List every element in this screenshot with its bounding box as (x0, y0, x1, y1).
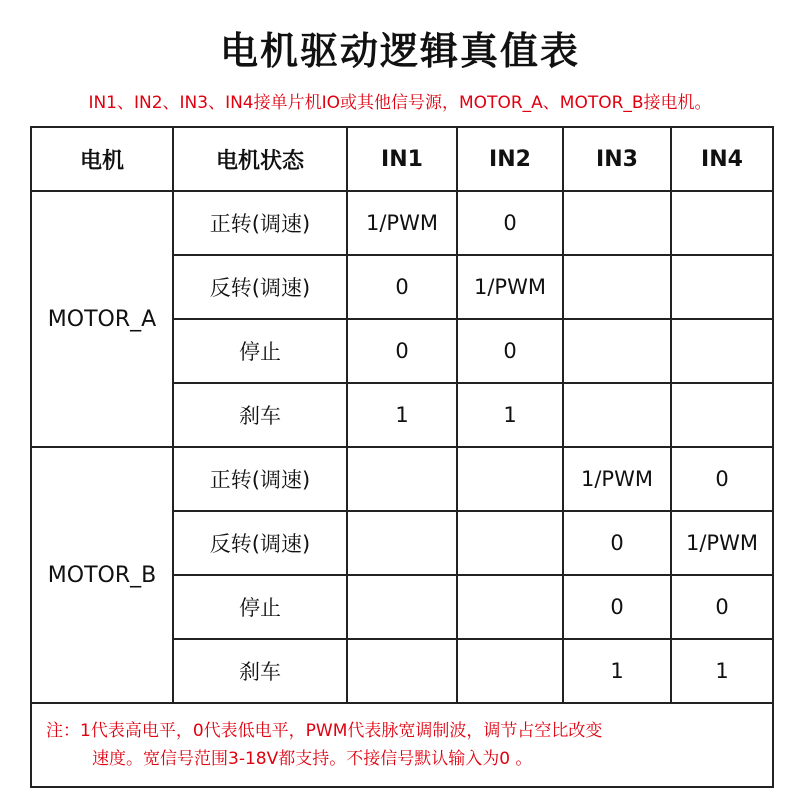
state-cell: 刹车 (173, 639, 347, 703)
header-motor: 电机 (31, 127, 173, 191)
in3-cell (563, 319, 671, 383)
in4-cell: 1 (671, 639, 773, 703)
in3-cell (563, 383, 671, 447)
in2-cell (457, 575, 563, 639)
header-state: 电机状态 (173, 127, 347, 191)
in1-cell: 1 (347, 383, 457, 447)
note-cell (31, 703, 773, 787)
in4-cell: 0 (671, 447, 773, 511)
in2-cell: 1 (457, 383, 563, 447)
in1-cell (347, 511, 457, 575)
in1-cell: 0 (347, 319, 457, 383)
state-cell: 停止 (173, 575, 347, 639)
state-cell: 正转(调速) (173, 191, 347, 255)
in2-cell (457, 511, 563, 575)
page-subtitle: IN1、IN2、IN3、IN4接单片机IO或其他信号源，MOTOR_A、MOTOR_B接电机。 (88, 93, 712, 113)
in1-cell (347, 447, 457, 511)
state-cell: 反转(调速) (173, 255, 347, 319)
table-row (31, 447, 773, 511)
state-cell: 刹车 (173, 383, 347, 447)
in3-cell: 1 (563, 639, 671, 703)
in2-cell: 0 (457, 191, 563, 255)
in4-cell: 1/PWM (671, 511, 773, 575)
in1-cell: 1/PWM (347, 191, 457, 255)
in2-cell (457, 447, 563, 511)
in1-cell (347, 639, 457, 703)
in3-cell: 0 (563, 575, 671, 639)
state-cell: 正转(调速) (173, 447, 347, 511)
in2-cell: 1/PWM (457, 255, 563, 319)
table-row (31, 191, 773, 255)
in3-cell: 0 (563, 511, 671, 575)
motor-b-label: MOTOR_B (31, 447, 173, 703)
truth-table (30, 126, 774, 788)
in4-cell (671, 191, 773, 255)
in4-cell: 0 (671, 575, 773, 639)
header-in2: IN2 (457, 127, 563, 191)
note-line-1: 注：1代表高电平，0代表低电平，PWM代表脉宽调制波，调节占空比改变 (46, 720, 603, 741)
motor-a-label: MOTOR_A (31, 191, 173, 447)
header-row (31, 127, 773, 191)
in2-cell (457, 639, 563, 703)
note-row (31, 703, 773, 787)
state-cell: 反转(调速) (173, 511, 347, 575)
in4-cell (671, 319, 773, 383)
header-in4: IN4 (671, 127, 773, 191)
in1-cell: 0 (347, 255, 457, 319)
header-in3: IN3 (563, 127, 671, 191)
page-title: 电机驱动逻辑真值表 (219, 29, 580, 73)
header-in1: IN1 (347, 127, 457, 191)
in3-cell (563, 255, 671, 319)
state-cell: 停止 (173, 319, 347, 383)
note-line-2: 速度。宽信号范围3-18V都支持。不接信号默认输入为0 。 (92, 749, 533, 769)
in2-cell: 0 (457, 319, 563, 383)
in4-cell (671, 255, 773, 319)
in1-cell (347, 575, 457, 639)
in3-cell: 1/PWM (563, 447, 671, 511)
in4-cell (671, 383, 773, 447)
in3-cell (563, 191, 671, 255)
